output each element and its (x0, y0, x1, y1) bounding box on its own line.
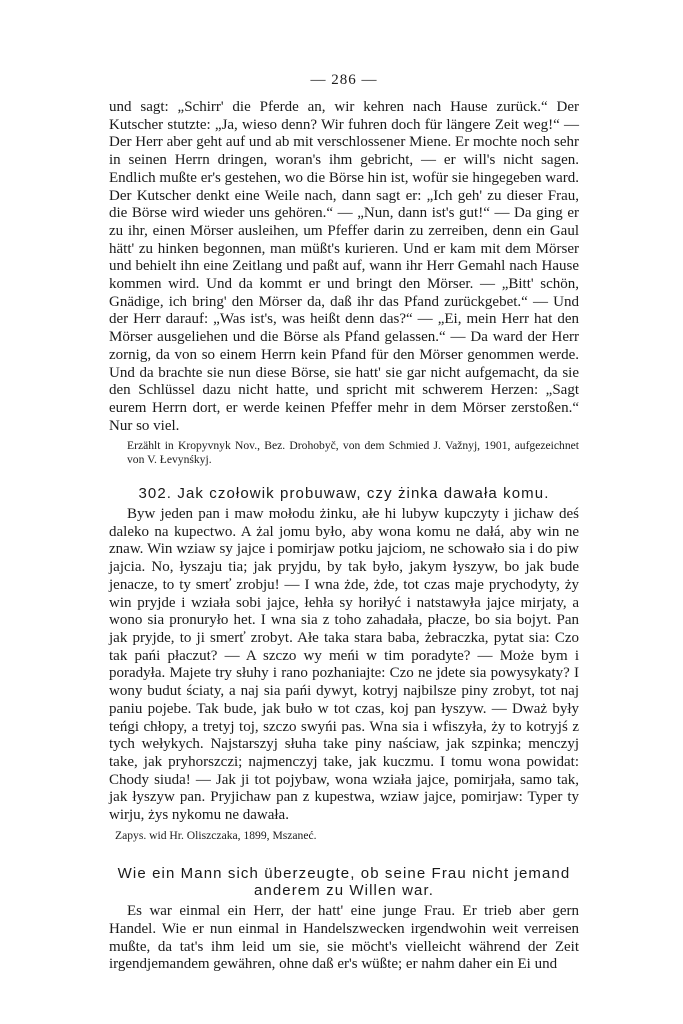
book-page (109, 72, 579, 974)
next-story-text: Es war einmal ein Herr, der hatt' eine junge Frau. Er trieb aber gern Handel. Wie er nun einmal in Handelszwecken irgendwohin weit verreisen mußte, da tat's ihm leid um sie, sie möcht's vielleicht während der Zeit irgendjemandem gewähren, ohne daß er's wüßte; er nahm daher ein Ei und (109, 903, 579, 973)
story-302-source: Zapys. wid Hr. Oliszczaka, 1899, Mszaneć. (115, 828, 317, 842)
next-story-title: Wie ein Mann sich überzeugte, ob seine Frau nicht jemand anderem zu Willen war. (117, 864, 571, 900)
story-302-title: 302. Jak czołowik probuwaw, czy żinka dawała komu. (138, 485, 550, 503)
story-end-text: und sagt: „Schirr' die Pferde an, wir kehren nach Hause zurück.“ Der Kutscher stutzte: „Ja, wieso denn? Wir fuhren doch für längere Zeit weg!“ — Der Herr aber geht auf und ab mit verschlossener Miene. Er mochte noch sehr in seinen Herrn dringen, woran's ihm gebricht, — er will's nicht sagen. Endlich mußte er's gestehen, wo die Börse hin ist, wofür sie hingegeben ward. Der Kutscher denkt eine Weile nach, dann sagt er: „Ich geh' zu dieser Frau, die Börse wird wieder uns gehören.“ — „Nun, dann ist's gut!“ — Da ging er zu ihr, einen Mörser ausleihen, um Pfeffer darin zu zerreiben, denn ein Gaul hätt' zu hinken begonnen, man müßt's kurieren. Und er kam mit dem Mörser und behielt ihn eine Zeitlang und paßt auf, wann ihr Herr Gemahl nach Hause kommen wird. Und da kommt er und bringt den Mörser. — „Bitt' schön, Gnädige, ich bring' den Mörser da, daß ihr das Pfand zurückgebet.“ — Und der Herr darauf: „Was ist's, was heißt denn das?“ — „Ei, mein Herr hat den Mörser ausgeliehen und die Börse als Pfand gelassen.“ — Da ward der Herr zornig, da von so einem Herrn kein Pfand für den Mörser genommen werde. Und da brachte sie nun diese Börse, sie hatt' sie gar nicht aufgemacht, da sie den Schlüssel dazu nicht hatte, und spricht mit schwerem Herzen: „Sagt eurem Herrn dort, er werde keinen Pfeffer mehr in dem Mörser zerstoßen.“ Nur so viel. (109, 99, 579, 434)
story-end-source: Erzählt in Kropyvnyk Nov., Bez. Drohobyč, von dem Schmied J. Važnyj, 1901, aufgezeichnet von V. Łevynśkyj. (127, 439, 579, 467)
story-302-text: Byw jeden pan i maw mołodu żinku, ałe hi lubyw kupczyty i jichaw deś daleko na kupectwo. A żal jomu było, aby wona komu ne dałá, aby win ne znaw. Win wziaw sy jajce i pomirjaw potku jajciom, ne schowało sia i do piw jajcia. No, łyszaju tia; jak pryjdu, by tak było, jakym łyszyw, bo jak bude jenacze, to ty smerť zrobju! — I wna żde, żde, tot czas maje prychodyty, ży win pryjde i wziała sobi jajce, łehła sy horiłyć i natstawyła jajce mirjaty, a wono sia pronuryło het. I wna sia z toho zahadała, płacze, bo sia bojyt. Pan jak pryjde, to ji smerť zrobyt. Ałe taka stara baba, żebraczka, pytat sia: Czo tak pańi płaczut? — A szczo wy meńi w tim poradyte? — Może bym i poradyła. Majete try słuhy i rano pozhaniajte: Czo ne jdete sia powysykaty? I wony budut ściaty, a naj sia pańi dywyt, kotryj najbilsze piny zrobyt, tot naj paniu pojebe. Tak bude, jak buło w tot czas, koj pan łyszyw. — Dważ były teńgi chłopy, a tretyj toj, szczo swyńi pas. Wna sia i wfiszyła, ży to kotryjś z tych wełykych. Najstarszyj słuha take piny naściaw, jak szpinka; menczyj take, jak pryhorszczi; najmenczyj take, jak kuczmu. I tomu wona powidat: Chody siuda! — Jak ji tot pojybaw, wona wziała jajce, pomirjała, samo tak, jak łyszyw pan. Pryjichaw pan z kupestwa, wziaw jajce, pomirjaw: Typer ty wirju, żys nykomu ne dawała. (109, 506, 579, 824)
page-number: — 286 — (310, 72, 378, 88)
